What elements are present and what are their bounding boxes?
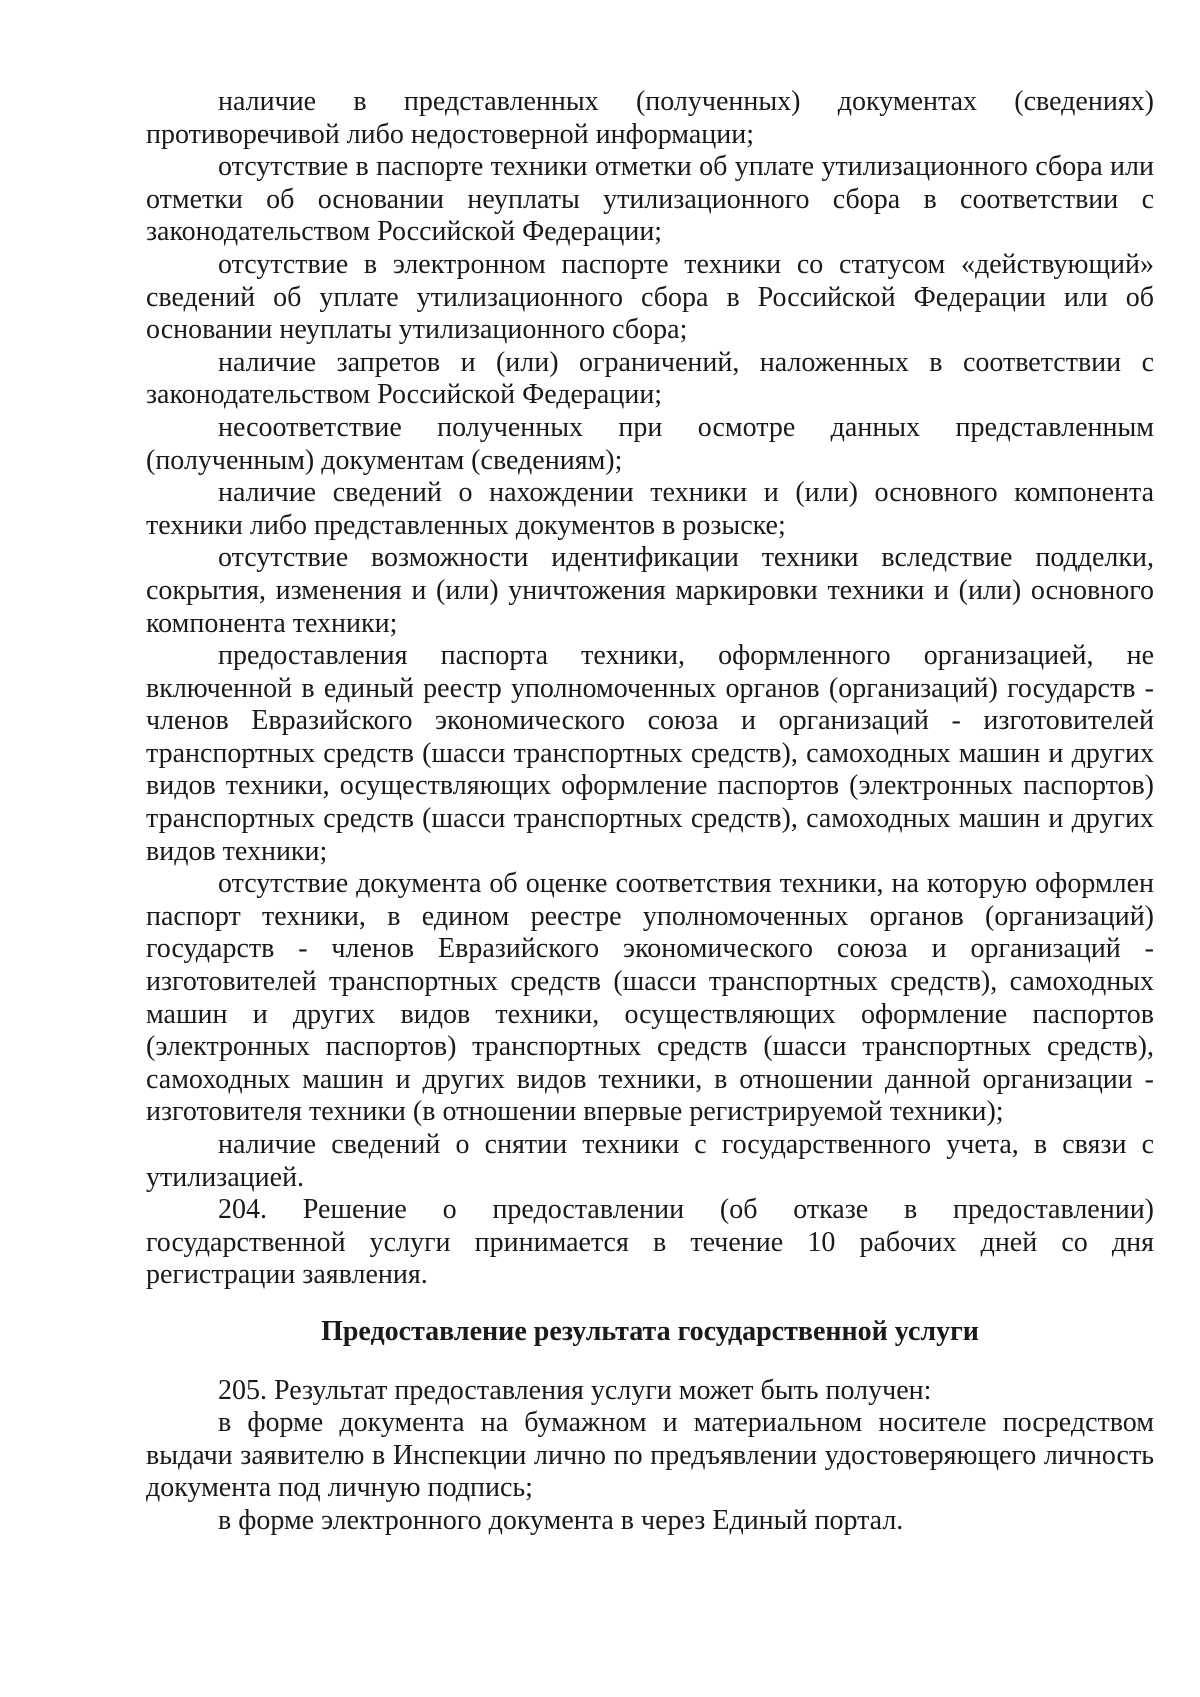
paragraph-deregistered-recycling: наличие сведений о снятии техники с государственного учета, в связи с утилизацией. xyxy=(146,1129,1154,1193)
paragraph-paper-form: в форме документа на бумажном и материальном носителе посредством выдачи заявителю в Инспекции лично по предъявлении удостоверяющего личность документа под личную подпись; xyxy=(146,1407,1154,1504)
paragraph-no-conformity-document: отсутствие документа об оценке соответствия техники, на которую оформлен паспорт техники, в едином реестре уполномоченных органов (организаций) государств - членов Евразийского экономического союза и организаций - изготовителей транспортных средств (шасси транспортных средств), самоходных машин и других видов техники, осуществляющих оформление паспортов (электронных паспортов) транспортных средств (шасси транспортных средств), самоходных машин и других видов техники, в отношении данной организации - изготовителя техники (в отношении впервые регистрируемой техники); xyxy=(146,868,1154,1128)
paragraph-no-recycling-fee-mark: отсутствие в паспорте техники отметки об уплате утилизационного сбора или отметки об основании неуплаты утилизационного сбора в соответствии с законодательством Российской Федерации; xyxy=(146,151,1154,248)
paragraph-205-result: 205. Результат предоставления услуги может быть получен: xyxy=(218,1374,932,1406)
paragraph-wanted-list: наличие сведений о нахождении техники и (или) основного компонента техники либо представленных документов в розыске; xyxy=(146,477,1154,541)
paragraph-contradictory-info: наличие в представленных (полученных) документах (сведениях) противоречивой либо недостоверной информации; xyxy=(146,86,1154,150)
paragraph-204-decision-term: 204. Решение о предоставлении (об отказе в предоставлении) государственной услуги принимается в течение 10 рабочих дней со дня регистрации заявления. xyxy=(146,1194,1154,1291)
paragraph-inspection-mismatch: несоответствие полученных при осмотре данных представленным (полученным) документам (сведениям); xyxy=(146,411,1154,476)
paragraph-electronic-form: в форме электронного документа в через Единый портал. xyxy=(218,1504,904,1536)
paragraph-unregistered-organization: предоставления паспорта техники, оформленного организацией, не включенной в единый реестр уполномоченных органов (организаций) государств - членов Евразийского экономического союза и организаций - изготовителей транспортных средств (шасси транспортных средств), самоходных машин и других видов техники, осуществляющих оформление паспортов (электронных паспортов) транспортных средств (шасси транспортных средств), самоходных машин и других видов техники; xyxy=(146,640,1154,867)
section-heading: Предоставление результата государственной услуги xyxy=(321,1315,979,1347)
paragraph-prohibitions: наличие запретов и (или) ограничений, наложенных в соответствии с законодательством Российской Федерации; xyxy=(146,346,1154,411)
paragraph-identification-impossible: отсутствие возможности идентификации техники вследствие подделки, сокрытия, изменения и (или) уничтожения маркировки техники и (или) основного компонента техники; xyxy=(146,542,1154,639)
paragraph-no-recycling-fee-electronic: отсутствие в электронном паспорте техники со статусом «действующий» сведений об уплате утилизационного сбора в Российской Федерации или об основании неуплаты утилизационного сбора; xyxy=(146,248,1154,346)
document-body xyxy=(146,86,1154,1538)
